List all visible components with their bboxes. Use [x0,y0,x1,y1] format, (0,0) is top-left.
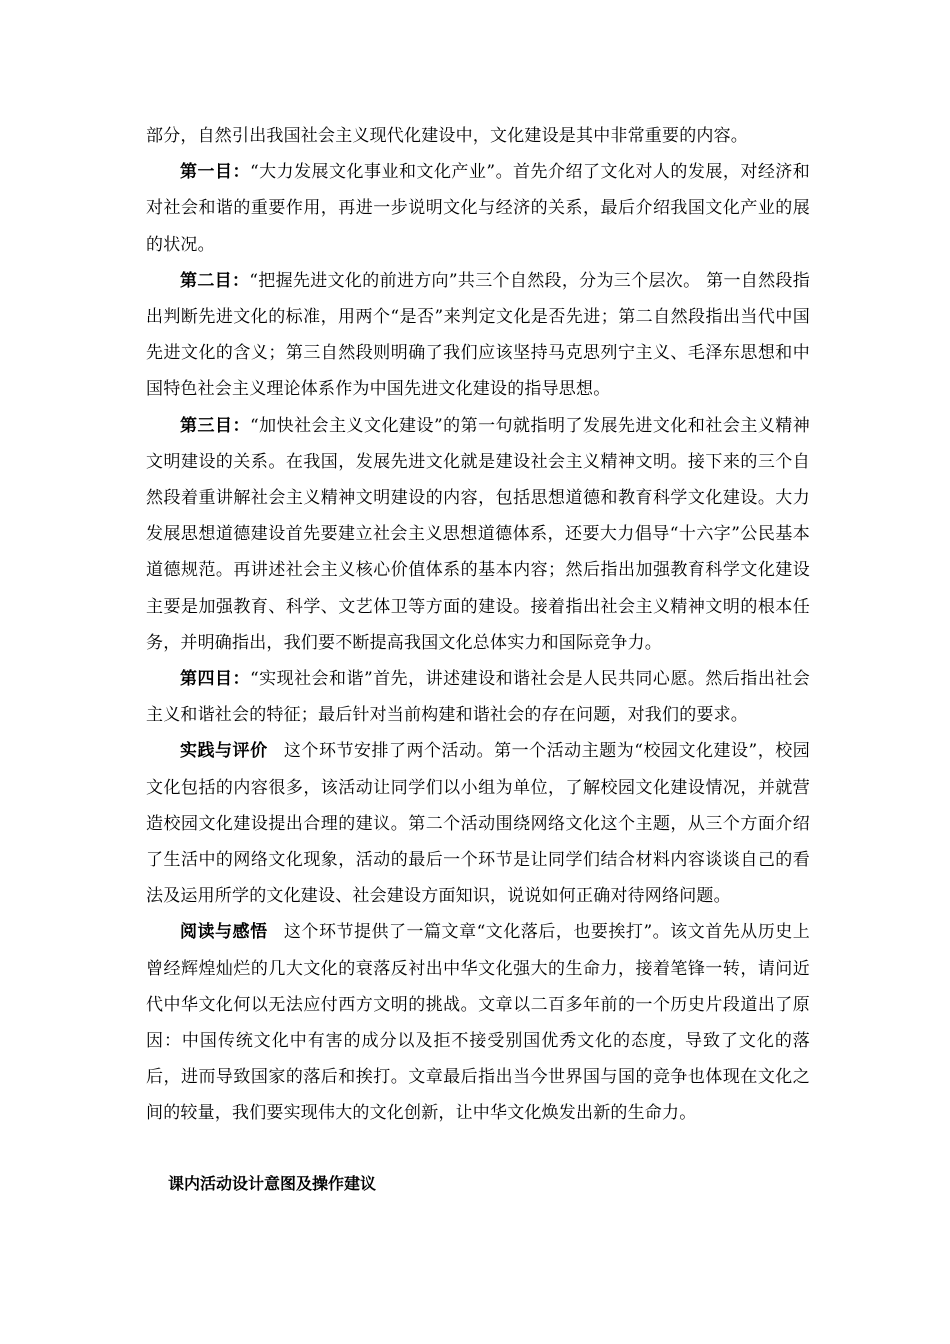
paragraph-lead: 阅读与感悟 [180,922,268,943]
paragraph-item-3 [146,408,810,661]
section-heading: 课内活动设计意图及操作建议 [168,1173,377,1193]
paragraph-text: “大力发展文化事业和文化产业”。首先介绍了文化对人的发展，对经济和对社会和谐的重要作用，再进一步说明文化与经济的关系，最后介绍我国文化产业的展的状况。 [146,162,810,255]
paragraph-text: 这个环节提供了一篇文章“文化落后，也要挨打”。该文首先从历史上曾经辉煌灿烂的几大文化的衰落反衬出中华文化强大的生命力，接着笔锋一转，请问近代中华文化何以无法应付西方文明的挑战。文章以二百多年前的一个历史片段道出了原因：中国传统文化中有害的成分以及拒不接受别国优秀文化的态度，导致了文化的落后，进而导致国家的落后和挨打。文章最后指出当今世界国与国的竞争也体现在文化之间的较量，我们要实现伟大的文化创新，让中华文化焕发出新的生命力。 [146,922,810,1124]
document-page [146,118,810,1202]
paragraph-text: “实现社会和谐”首先，讲述建设和谐社会是人民共同心愿。然后指出社会主义和谐社会的特征；最后针对当前构建和谐社会的存在问题，对我们的要求。 [146,669,810,726]
paragraph-reading [146,914,810,1131]
paragraph-text: “把握先进文化的前进方向”共三个自然段，分为三个层次。 第一自然段指出判断先进文化的标准，用两个“是否”来判定文化是否先进；第二自然段指出当代中国先进文化的含义；第三自然段则明确了我们应该坚持马克思列宁主义、毛泽东思想和中国特色社会主义理论体系作为中国先进文化建设的指导思想。 [146,270,810,400]
paragraph-item-1 [146,154,810,263]
paragraph-text: “加快社会主义文化建设”的第一句就指明了发展先进文化和社会主义精神文明建设的关系。在我国，发展先进文化就是建设社会主义精神文明。接下来的三个自然段着重讲解社会主义精神文明建设的内容，包括思想道德和教育科学文化建设。大力发展思想道德建设首先要建立社会主义思想道德体系，还要大力倡导“十六字”公民基本道德规范。再讲述社会主义核心价值体系的基本内容；然后指出加强教育科学文化建设主要是加强教育、科学、文艺体卫等方面的建设。接着指出社会主义精神文明的根本任务，并明确指出，我们要不断提高我国文化总体实力和国际竞争力。 [146,415,810,653]
paragraph-text: 部分，自然引出我国社会主义现代化建设中，文化建设是其中非常重要的内容。 [146,126,748,146]
paragraph-lead: 实践与评价 [180,741,268,762]
paragraph-lead: 第一目： [180,162,250,183]
paragraph-item-2 [146,263,810,408]
paragraph-practice [146,733,810,914]
paragraph-text: 这个环节安排了两个活动。第一个活动主题为“校园文化建设”，校园文化包括的内容很多，该活动让同学们以小组为单位，了解校园文化建设情况，并就营造校园文化建设提出合理的建议。第二个活动围绕网络文化这个主题，从三个方面介绍了生活中的网络文化现象，活动的最后一个环节是让同学们结合材料内容谈谈自己的看法及运用所学的文化建设、社会建设方面知识，说说如何正确对待网络问题。 [146,741,810,907]
paragraph-intro-continuation [146,118,810,154]
paragraph-lead: 第二目： [180,270,250,291]
paragraph-lead: 第三目： [180,415,250,436]
paragraph-lead: 第四目： [180,669,250,690]
paragraph-item-4 [146,661,810,733]
